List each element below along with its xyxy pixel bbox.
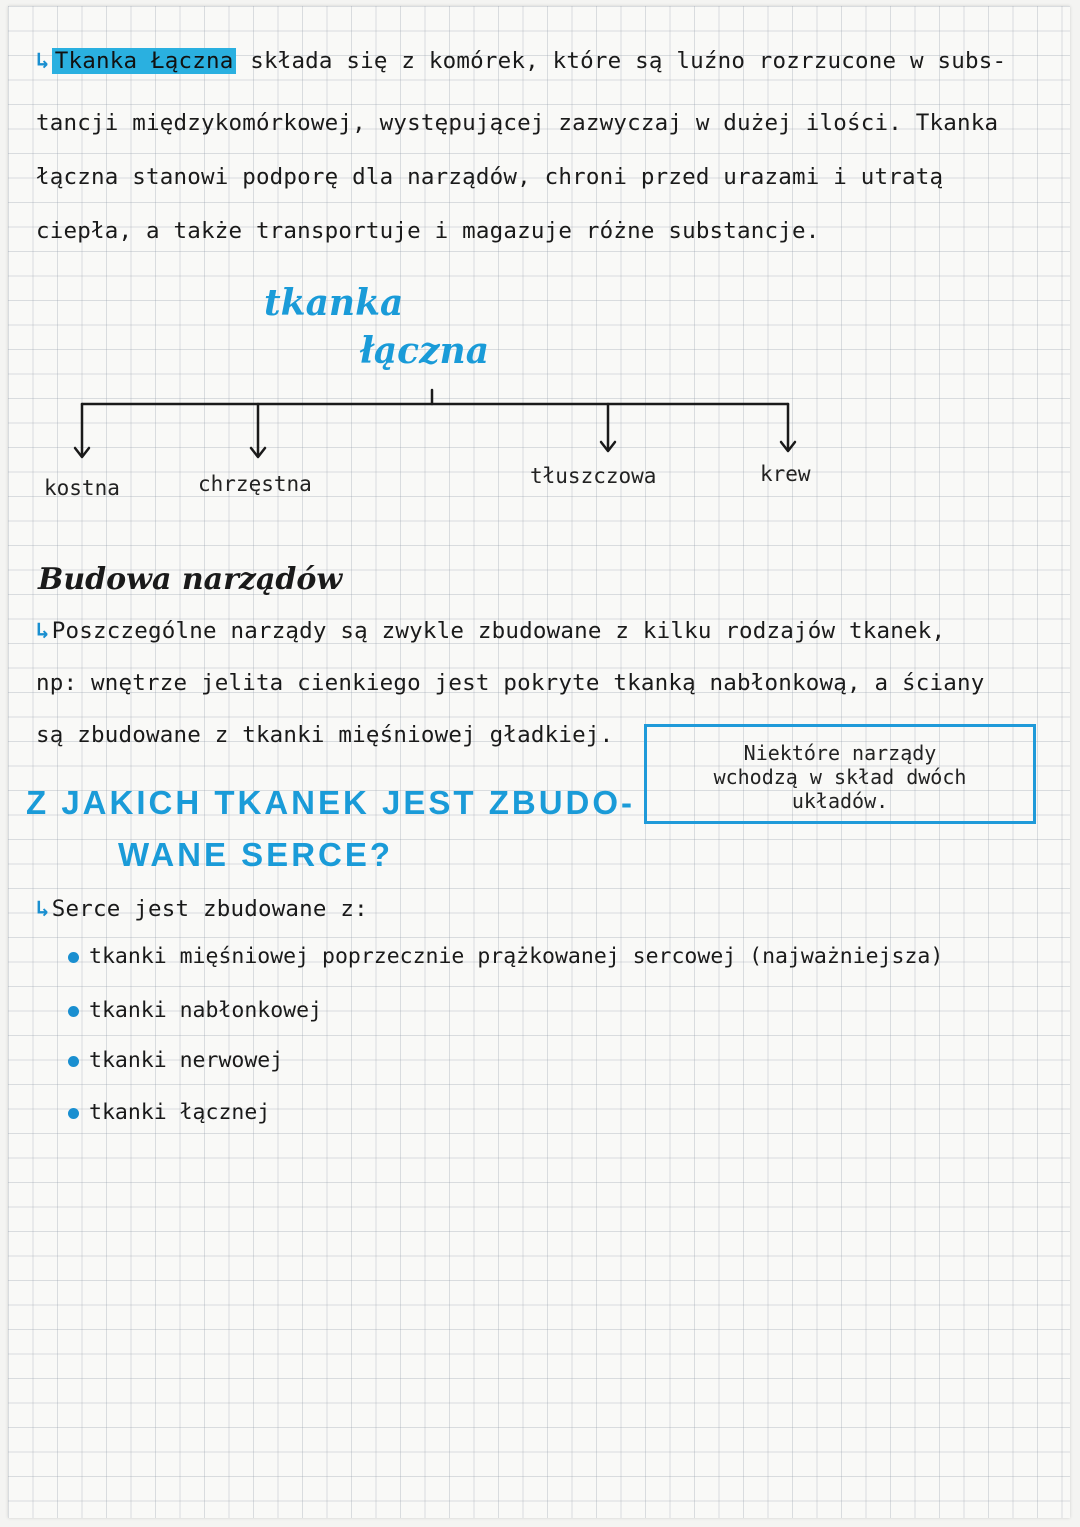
intro-line-1-text: składa się z komórek, które są luźno rozrzucone w subs- (236, 48, 1007, 74)
intro-line-3: łączna stanowi podporę dla narządów, chroni przed urazami i utratą (36, 164, 944, 190)
bullet-icon (68, 952, 79, 963)
tree-title-line-1: tkanka (264, 282, 404, 324)
tree-connector-lines (8, 6, 1070, 526)
tree-branch-tluszczowa: tłuszczowa (530, 464, 657, 488)
section-line-1-text: Poszczególne narządy są zwykle zbudowane z kilku rodzajów tkanek, (51, 618, 946, 644)
arrow-icon: ↳ (36, 618, 50, 644)
notebook-page (8, 6, 1070, 1518)
note-box (644, 724, 1036, 824)
heart-intro (36, 896, 1040, 922)
list-item (68, 998, 322, 1023)
list-item-text: tkanki nabłonkowej (89, 998, 322, 1023)
note-line-3: układów. (791, 789, 889, 813)
bullet-icon (68, 1006, 79, 1017)
bullet-icon (68, 1056, 79, 1067)
list-item-text: tkanki nerwowej (89, 1048, 284, 1073)
highlighted-term: Tkanka Łączna (52, 48, 237, 74)
list-item-text: tkanki mięśniowej poprzecznie prążkowanej sercowej (najważniejsza) (89, 944, 944, 969)
list-item (68, 1100, 270, 1125)
question-line-1: Z JAKICH TKANEK JEST ZBUDO- (26, 784, 636, 821)
section-line-3: są zbudowane z tkanki mięśniowej gładkiej. (36, 722, 614, 748)
list-item (68, 1048, 283, 1073)
question-line-2: WANE SERCE? (118, 836, 394, 873)
section-heading: Budowa narządów (38, 562, 343, 597)
section-line-2: np: wnętrze jelita cienkiego jest pokryte tkanką nabłonkową, a ściany (36, 670, 985, 696)
tree-title-line-2: łączna (360, 330, 490, 372)
list-item-text: tkanki łącznej (89, 1100, 271, 1125)
note-line-1: Niektóre narządy (743, 741, 937, 765)
note-line-2: wchodzą w skład dwóch (713, 765, 967, 789)
heart-intro-text: Serce jest zbudowane z: (51, 896, 368, 922)
tree-branch-kostna: kostna (44, 476, 120, 500)
list-item (68, 944, 943, 969)
arrow-icon: ↳ (36, 896, 50, 922)
arrow-icon: ↳ (36, 48, 50, 74)
intro-line-2: tancji międzykomórkowej, występującej zazwyczaj w dużej ilości. Tkanka (36, 110, 999, 136)
intro-line-4: ciepła, a także transportuje i magazuje różne substancje. (36, 218, 820, 244)
bullet-icon (68, 1108, 79, 1119)
section-line-1 (36, 618, 1040, 644)
tree-branch-chrzestna: chrzęstna (198, 472, 312, 496)
tree-branch-krew: krew (760, 462, 811, 486)
